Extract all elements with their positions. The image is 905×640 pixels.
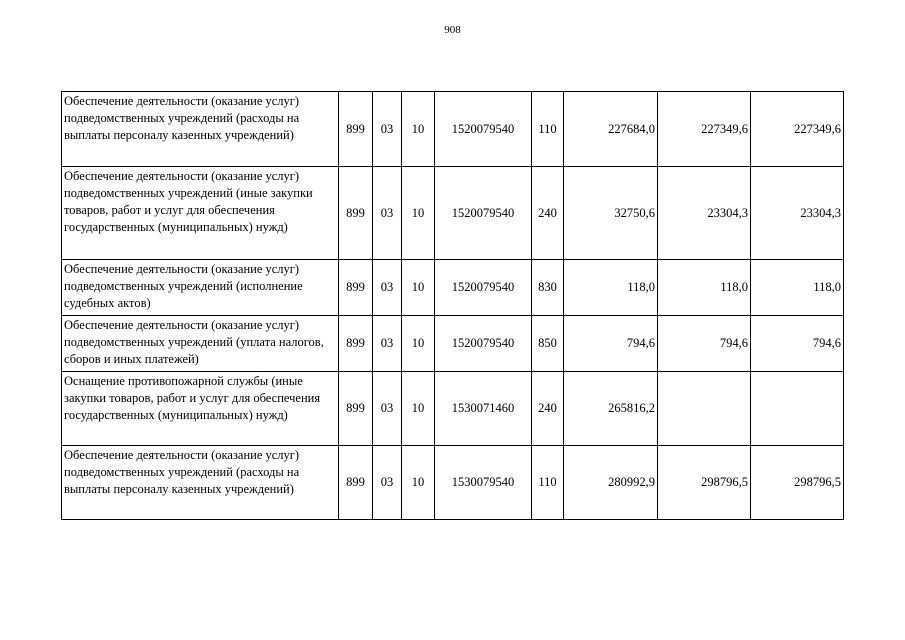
sum-year-1: 32750,6 <box>564 167 658 260</box>
table-row <box>62 372 844 446</box>
sum-year-3: 298796,5 <box>751 446 844 520</box>
section-code: 03 <box>373 316 402 372</box>
grbs-code: 899 <box>339 372 373 446</box>
grbs-code: 899 <box>339 260 373 316</box>
sum-year-1: 794,6 <box>564 316 658 372</box>
expense-type-code: 240 <box>532 167 564 260</box>
target-article-code: 1520079540 <box>435 92 532 167</box>
sum-year-1: 118,0 <box>564 260 658 316</box>
row-description: Обеспечение деятельности (оказание услуг) подведомственных учреждений (расходы на выплаты персоналу казенных учреждений) <box>62 92 339 167</box>
section-code: 03 <box>373 167 402 260</box>
target-article-code: 1520079540 <box>435 316 532 372</box>
sum-year-2: 227349,6 <box>658 92 751 167</box>
expense-type-code: 110 <box>532 446 564 520</box>
table-row <box>62 92 844 167</box>
section-code: 03 <box>373 92 402 167</box>
target-article-code: 1530079540 <box>435 446 532 520</box>
row-description: Обеспечение деятельности (оказание услуг) подведомственных учреждений (иные закупки товаров, работ и услуг для обеспечения государственных (муниципальных) нужд) <box>62 167 339 260</box>
sum-year-3 <box>751 372 844 446</box>
row-description: Оснащение противопожарной службы (иные закупки товаров, работ и услуг для обеспечения государственных (муниципальных) нужд) <box>62 372 339 446</box>
sum-year-2 <box>658 372 751 446</box>
grbs-code: 899 <box>339 92 373 167</box>
grbs-code: 899 <box>339 316 373 372</box>
sum-year-2: 298796,5 <box>658 446 751 520</box>
budget-table <box>61 91 844 520</box>
target-article-code: 1520079540 <box>435 167 532 260</box>
sum-year-2: 794,6 <box>658 316 751 372</box>
sum-year-2: 23304,3 <box>658 167 751 260</box>
expense-type-code: 830 <box>532 260 564 316</box>
sum-year-1: 280992,9 <box>564 446 658 520</box>
row-description: Обеспечение деятельности (оказание услуг) подведомственных учреждений (исполнение судебных актов) <box>62 260 339 316</box>
target-article-code: 1530071460 <box>435 372 532 446</box>
table-row <box>62 316 844 372</box>
sum-year-3: 227349,6 <box>751 92 844 167</box>
expense-type-code: 240 <box>532 372 564 446</box>
row-description: Обеспечение деятельности (оказание услуг) подведомственных учреждений (расходы на выплаты персоналу казенных учреждений) <box>62 446 339 520</box>
subsection-code: 10 <box>402 260 435 316</box>
target-article-code: 1520079540 <box>435 260 532 316</box>
grbs-code: 899 <box>339 167 373 260</box>
subsection-code: 10 <box>402 316 435 372</box>
section-code: 03 <box>373 372 402 446</box>
subsection-code: 10 <box>402 446 435 520</box>
sum-year-1: 265816,2 <box>564 372 658 446</box>
sum-year-2: 118,0 <box>658 260 751 316</box>
subsection-code: 10 <box>402 167 435 260</box>
grbs-code: 899 <box>339 446 373 520</box>
section-code: 03 <box>373 260 402 316</box>
page-number: 908 <box>444 24 461 36</box>
expense-type-code: 110 <box>532 92 564 167</box>
sum-year-3: 23304,3 <box>751 167 844 260</box>
row-description: Обеспечение деятельности (оказание услуг) подведомственных учреждений (уплата налогов, сборов и иных платежей) <box>62 316 339 372</box>
section-code: 03 <box>373 446 402 520</box>
sum-year-1: 227684,0 <box>564 92 658 167</box>
subsection-code: 10 <box>402 92 435 167</box>
expense-type-code: 850 <box>532 316 564 372</box>
table-row <box>62 167 844 260</box>
table-row <box>62 260 844 316</box>
sum-year-3: 118,0 <box>751 260 844 316</box>
subsection-code: 10 <box>402 372 435 446</box>
table-row <box>62 446 844 520</box>
sum-year-3: 794,6 <box>751 316 844 372</box>
